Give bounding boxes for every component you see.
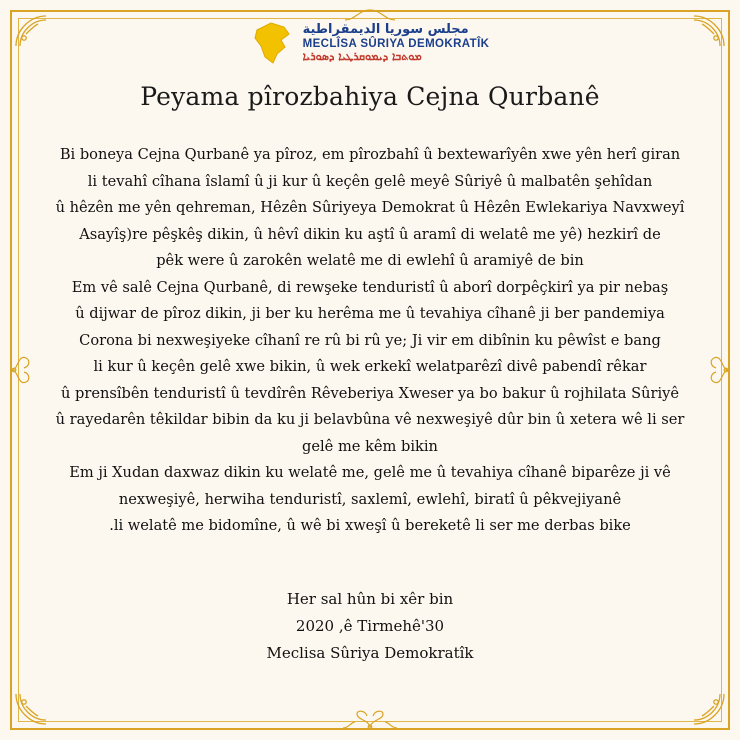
- body-line: Em vê salê Cejna Qurbanê, di rewşeke tenduristî û aborî dorpêçkirî ya pir nebaş: [71, 278, 669, 296]
- side-ornament-icon: [10, 346, 32, 394]
- body-line: pêk were û zarokên welatê me di ewlehî û aramiyê de bin: [156, 252, 584, 269]
- body-line: li tevahî cîhana îslamî û ji kur û keçên gelê meyê Sûriyê û malbatên şehîdan: [87, 172, 653, 190]
- organization-header: [0, 12, 740, 74]
- body-line: Corona bi nexweşiyeke cîhanî re rû bi rû ye; Ji vir em dibînin ku pêwîst e bang: [79, 331, 661, 349]
- body-line: û hêzên me yên qehreman, Hêzên Sûriyeya Demokrat û Hêzên Ewlekariya Navxweyî: [55, 199, 685, 216]
- organization-name-arabic: مجلس سوريا الديمقراطية: [302, 22, 469, 38]
- syria-map-icon: [251, 20, 295, 66]
- body-line: Asayîş)re pêşkêş dikin, û hêvî dikin ku aştî û aramî di welatê me yê) hezkirî de: [79, 225, 661, 243]
- bottom-ornament-icon: [335, 708, 405, 730]
- body-line: gelê me kêm bikin: [302, 437, 438, 455]
- body-line: û dijwar de pîroz dikin, ji ber ku herêma me û tevahiya cîhanê ji ber pandemiya: [75, 305, 665, 322]
- signoff-date: 2020 ,ê Tirmehê'30: [295, 617, 445, 635]
- organization-name-syriac: ܡܘܬܒܐ ܕܝܡܘܩܪܛܝܐ ܕܣܘܪܝܐ: [302, 49, 422, 63]
- signoff-block: [42, 586, 698, 667]
- page-title: Peyama pîrozbahiya Cejna Qurbanê: [140, 82, 600, 111]
- organization-name-block: [303, 23, 490, 63]
- body-line: Bi boneya Cejna Qurbanê ya pîroz, em pîrozbahî û bextewarîyên xwe yên herî giran: [59, 146, 681, 163]
- side-ornament-icon: [708, 346, 730, 394]
- message-body: [42, 142, 698, 540]
- body-line: nexweşiyê, herwiha tenduristî, saxlemî, ewlehî, biratî û pêkvejiyanê: [118, 490, 622, 508]
- corner-ornament-icon: [14, 692, 48, 726]
- signoff-organization: Meclisa Sûriya Demokratîk: [266, 644, 474, 662]
- corner-ornament-icon: [692, 692, 726, 726]
- body-line: .li welatê me bidomîne, û wê bi xweşî û bereketê li ser me derbas bike: [109, 517, 631, 534]
- body-line: li kur û keçên gelê xwe bikin, û wek erkekî welatparêzî divê pabendî rêkar: [93, 358, 647, 375]
- body-line: Em ji Xudan daxwaz dikin ku welatê me, gelê me û tevahiya cîhanê biparêze ji vê: [69, 464, 671, 481]
- organization-name-kurdish: MECLÎSA SÛRIYA DEMOKRATÎK: [302, 37, 490, 50]
- body-line: û rayedarên têkildar bibin da ku ji belavbûna vê nexweşiyê dûr bin û xetera wê li ser: [55, 411, 685, 428]
- body-line: û prensîbên tenduristî û tevdîrên Rêveberiya Xweser ya bo bakur û rojhilata Sûriyê: [60, 384, 680, 402]
- signoff-greeting: Her sal hûn bi xêr bin: [286, 590, 454, 608]
